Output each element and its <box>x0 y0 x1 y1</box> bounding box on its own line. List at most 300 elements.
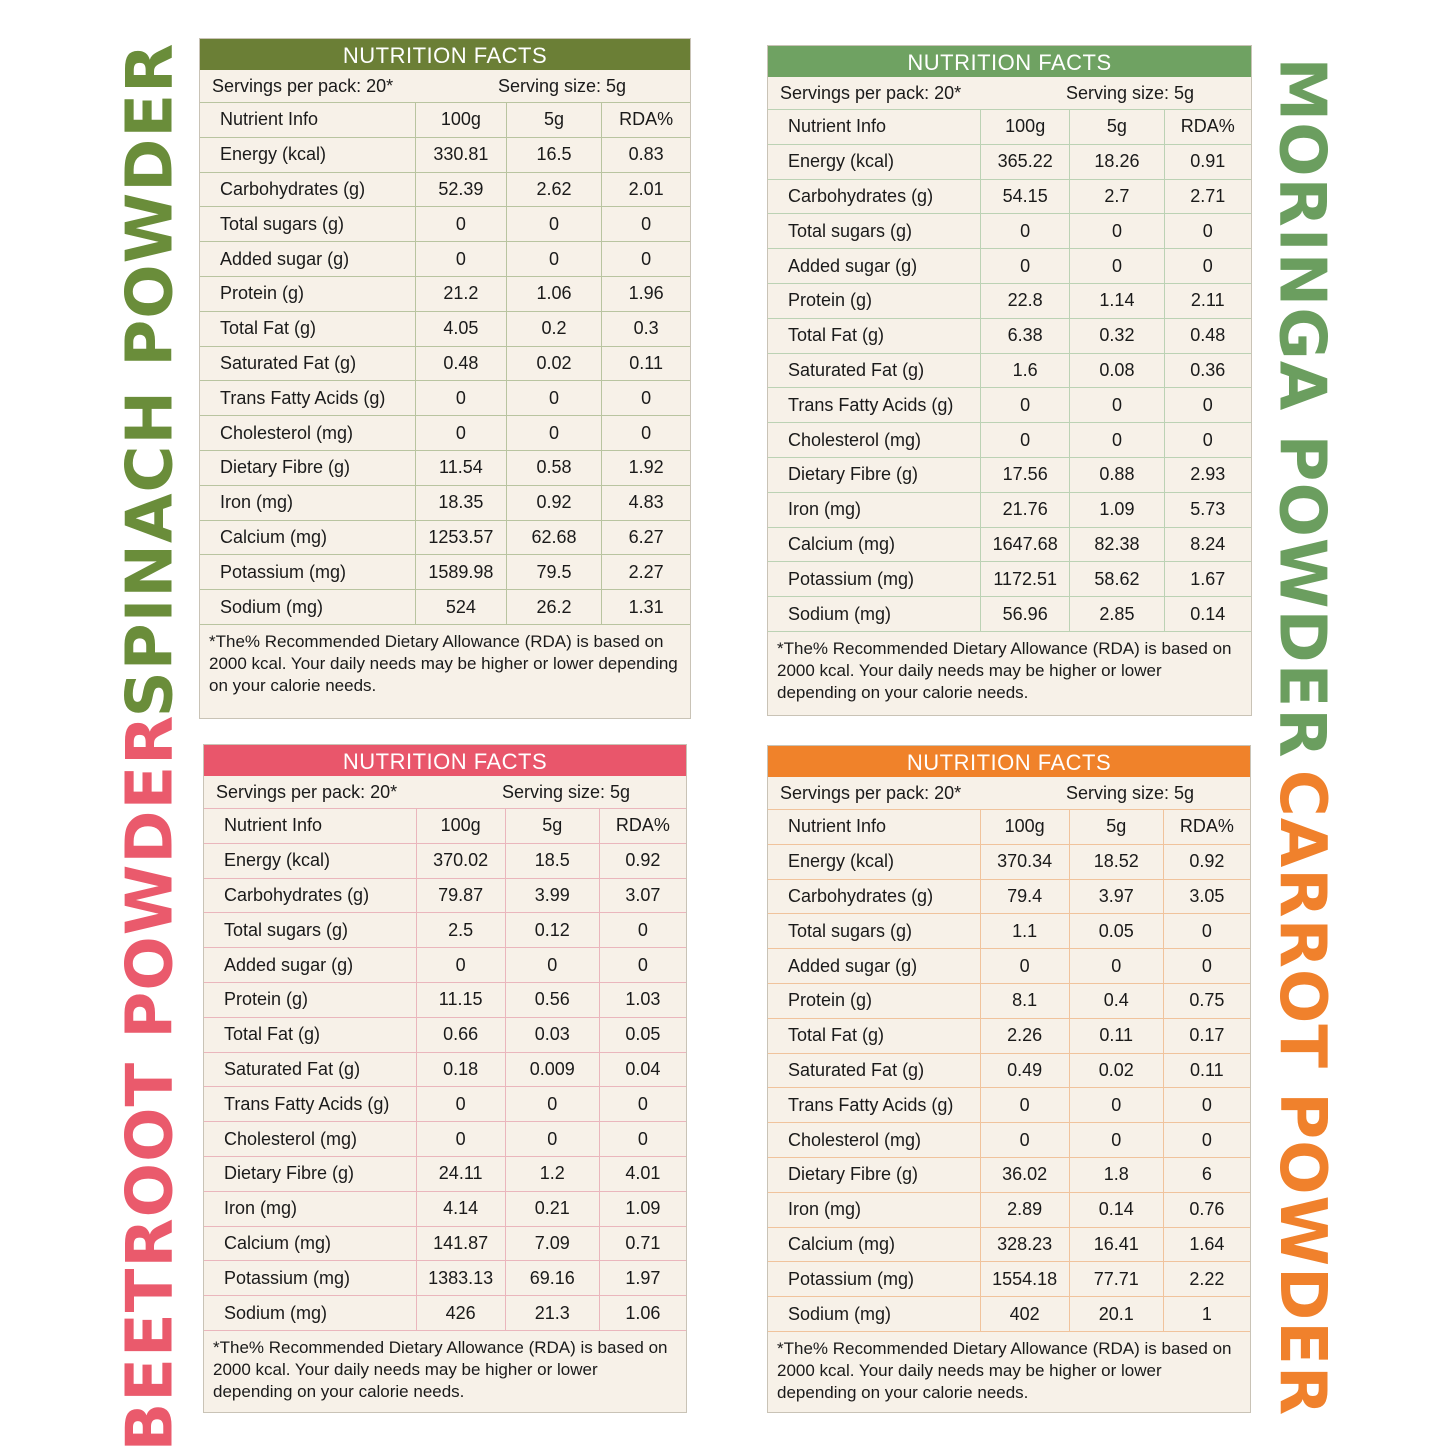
nutrient-value: 0 <box>980 1123 1069 1158</box>
nutrient-value: 1589.98 <box>416 555 507 590</box>
nutrient-name: Dietary Fibre (g) <box>768 1157 980 1192</box>
nutrient-value: 0.91 <box>1164 144 1251 179</box>
nutrient-value: 3.07 <box>599 878 686 913</box>
table-row <box>768 1053 1250 1088</box>
spinach-nutrition-panel <box>199 38 691 719</box>
nutrient-name: Iron (mg) <box>768 1192 980 1227</box>
nutrient-value: 2.27 <box>602 555 690 590</box>
column-header: 5g <box>1070 110 1164 144</box>
nutrient-value: 0 <box>981 214 1070 249</box>
nutrient-value: 0.76 <box>1163 1192 1250 1227</box>
nutrient-value: 4.83 <box>602 485 690 520</box>
nutrient-name: Calcium (mg) <box>768 527 981 562</box>
table-row <box>204 1017 686 1052</box>
nutrient-value: 1.03 <box>599 982 686 1017</box>
column-header: RDA% <box>602 103 690 137</box>
nutrient-value: 0 <box>506 381 602 416</box>
nutrient-value: 0 <box>1069 1088 1163 1123</box>
nutrient-name: Total Fat (g) <box>200 311 416 346</box>
nutrient-name: Iron (mg) <box>200 485 416 520</box>
table-row <box>768 249 1251 284</box>
nutrient-value: 0 <box>416 1087 505 1122</box>
table-row <box>204 1156 686 1191</box>
table-row <box>768 1123 1250 1158</box>
nutrient-value: 79.4 <box>980 879 1069 914</box>
table-row <box>200 172 690 207</box>
table-row <box>768 283 1251 318</box>
nutrient-value: 52.39 <box>416 172 507 207</box>
nutrient-value: 0.58 <box>506 450 602 485</box>
table-row <box>768 1088 1250 1123</box>
nutrient-value: 0 <box>1163 949 1250 984</box>
nutrient-value: 1.09 <box>1070 492 1164 527</box>
nutrient-name: Dietary Fibre (g) <box>204 1156 416 1191</box>
rda-footnote: *The% Recommended Dietary Allowance (RDA) is based on 2000 kcal. Your daily needs may be higher or lower depending on your calorie needs. <box>777 638 1232 702</box>
nutrient-value: 0 <box>599 913 686 948</box>
beetroot-nutrition-panel <box>203 744 687 1413</box>
nutrition-table <box>768 810 1250 1332</box>
nutrient-value: 0.11 <box>1069 1018 1163 1053</box>
nutrient-value: 6.38 <box>981 318 1070 353</box>
nutrient-value: 1253.57 <box>416 520 507 555</box>
carrot-nutrition-panel <box>767 745 1251 1413</box>
nutrient-value: 141.87 <box>416 1226 505 1261</box>
table-row <box>768 492 1251 527</box>
nutrient-value: 20.1 <box>1069 1297 1163 1332</box>
table-row <box>200 276 690 311</box>
nutrient-value: 0 <box>416 416 507 451</box>
table-row <box>768 1192 1250 1227</box>
nutrient-value: 0 <box>981 423 1070 458</box>
nutrient-value: 1 <box>1163 1297 1250 1332</box>
nutrient-name: Added sugar (g) <box>204 948 416 983</box>
nutrient-value: 0.05 <box>1069 914 1163 949</box>
table-row <box>768 423 1251 458</box>
nutrient-name: Carbohydrates (g) <box>768 879 980 914</box>
rda-footnote: *The% Recommended Dietary Allowance (RDA) is based on 2000 kcal. Your daily needs may be higher or lower depending on your calorie needs. <box>777 1338 1232 1402</box>
nutrient-value: 402 <box>980 1297 1069 1332</box>
spinach-product-title: SPINACH POWDER <box>113 42 187 718</box>
nutrient-name: Sodium (mg) <box>204 1296 416 1331</box>
nutrient-value: 0.48 <box>416 346 507 381</box>
nutrient-name: Added sugar (g) <box>200 242 416 277</box>
nutrient-name: Total sugars (g) <box>200 207 416 242</box>
table-row <box>200 450 690 485</box>
nutrient-name: Energy (kcal) <box>768 844 980 879</box>
nutrient-value: 0.83 <box>602 137 690 172</box>
nutrient-value: 365.22 <box>981 144 1070 179</box>
nutrient-value: 0 <box>416 948 505 983</box>
nutrient-value: 0 <box>1163 1123 1250 1158</box>
nutrient-value: 370.34 <box>980 844 1069 879</box>
nutrient-name: Total sugars (g) <box>204 913 416 948</box>
table-row <box>200 346 690 381</box>
panel-header: NUTRITION FACTS <box>768 746 1250 777</box>
nutrient-value: 0 <box>506 242 602 277</box>
nutrient-name: Calcium (mg) <box>200 520 416 555</box>
table-row <box>768 914 1250 949</box>
nutrient-value: 6 <box>1163 1157 1250 1192</box>
table-row <box>200 555 690 590</box>
carrot-product-title: CARROT POWDER <box>1265 769 1339 1416</box>
nutrient-value: 2.11 <box>1164 283 1251 318</box>
nutrient-value: 3.05 <box>1163 879 1250 914</box>
nutrient-value: 2.22 <box>1163 1262 1250 1297</box>
nutrient-value: 1554.18 <box>980 1262 1069 1297</box>
nutrient-value: 77.71 <box>1069 1262 1163 1297</box>
rda-footnote: *The% Recommended Dietary Allowance (RDA) is based on 2000 kcal. Your daily needs may be higher or lower depending on your calorie needs. <box>209 631 678 695</box>
nutrient-value: 16.41 <box>1069 1227 1163 1262</box>
table-row <box>768 983 1250 1018</box>
column-header: 100g <box>416 809 505 843</box>
table-row <box>204 878 686 913</box>
nutrient-value: 0 <box>981 249 1070 284</box>
nutrient-value: 0.03 <box>505 1017 599 1052</box>
nutrient-value: 1.6 <box>981 353 1070 388</box>
nutrient-value: 0.75 <box>1163 983 1250 1018</box>
nutrient-value: 11.15 <box>416 982 505 1017</box>
table-header-row <box>768 110 1251 144</box>
nutrient-value: 2.7 <box>1070 179 1164 214</box>
nutrient-name: Dietary Fibre (g) <box>768 457 981 492</box>
column-header: RDA% <box>599 809 686 843</box>
nutrient-name: Protein (g) <box>768 983 980 1018</box>
nutrient-value: 79.87 <box>416 878 505 913</box>
nutrient-name: Added sugar (g) <box>768 249 981 284</box>
nutrient-name: Protein (g) <box>768 283 981 318</box>
nutrient-value: 56.96 <box>981 597 1070 632</box>
nutrient-name: Carbohydrates (g) <box>200 172 416 207</box>
nutrient-value: 18.26 <box>1070 144 1164 179</box>
table-row <box>204 1296 686 1331</box>
nutrient-value: 1.1 <box>980 914 1069 949</box>
nutrient-value: 1.31 <box>602 590 690 625</box>
nutrient-value: 1647.68 <box>981 527 1070 562</box>
nutrient-name: Calcium (mg) <box>204 1226 416 1261</box>
nutrient-name: Iron (mg) <box>204 1191 416 1226</box>
nutrient-value: 0 <box>1164 249 1251 284</box>
nutrient-name: Trans Fatty Acids (g) <box>768 388 981 423</box>
nutrient-value: 1.96 <box>602 276 690 311</box>
nutrient-name: Carbohydrates (g) <box>204 878 416 913</box>
nutrient-value: 0 <box>1070 388 1164 423</box>
table-row <box>768 597 1251 632</box>
nutrient-value: 0.11 <box>1163 1053 1250 1088</box>
nutrient-name: Energy (kcal) <box>768 144 981 179</box>
nutrient-value: 1383.13 <box>416 1261 505 1296</box>
nutrient-value: 0 <box>416 1122 505 1157</box>
nutrient-value: 0.05 <box>599 1017 686 1052</box>
nutrient-value: 0 <box>506 416 602 451</box>
nutrient-value: 0.17 <box>1163 1018 1250 1053</box>
nutrient-name: Total sugars (g) <box>768 214 981 249</box>
nutrient-value: 18.35 <box>416 485 507 520</box>
table-row <box>768 144 1251 179</box>
nutrient-value: 24.11 <box>416 1156 505 1191</box>
nutrient-value: 0 <box>602 381 690 416</box>
servings-per-pack: Servings per pack: 20* <box>212 75 394 96</box>
nutrient-value: 2.26 <box>980 1018 1069 1053</box>
nutrient-value: 11.54 <box>416 450 507 485</box>
column-header: Nutrient Info <box>200 103 416 137</box>
servings-row <box>768 77 1251 110</box>
nutrient-value: 54.15 <box>981 179 1070 214</box>
nutrient-name: Sodium (mg) <box>200 590 416 625</box>
nutrient-name: Carbohydrates (g) <box>768 179 981 214</box>
table-row <box>204 913 686 948</box>
nutrient-value: 1.64 <box>1163 1227 1250 1262</box>
column-header: 100g <box>416 103 507 137</box>
nutrient-value: 1.92 <box>602 450 690 485</box>
nutrient-value: 0.009 <box>505 1052 599 1087</box>
table-row <box>204 843 686 878</box>
servings-row <box>200 70 690 103</box>
table-row <box>768 318 1251 353</box>
nutrient-value: 0.11 <box>602 346 690 381</box>
table-row <box>768 949 1250 984</box>
nutrient-value: 0.3 <box>602 311 690 346</box>
nutrient-value: 0.92 <box>1163 844 1250 879</box>
panel-header: NUTRITION FACTS <box>768 46 1251 77</box>
nutrient-value: 1.97 <box>599 1261 686 1296</box>
nutrient-value: 0.14 <box>1069 1192 1163 1227</box>
nutrient-value: 62.68 <box>506 520 602 555</box>
nutrient-value: 0 <box>416 242 507 277</box>
nutrient-value: 0 <box>599 1122 686 1157</box>
nutrient-name: Added sugar (g) <box>768 949 980 984</box>
nutrient-name: Total Fat (g) <box>204 1017 416 1052</box>
nutrient-value: 0.08 <box>1070 353 1164 388</box>
nutrition-table <box>200 103 690 625</box>
nutrient-value: 17.56 <box>981 457 1070 492</box>
table-row <box>204 1052 686 1087</box>
table-row <box>768 562 1251 597</box>
column-header: 5g <box>506 103 602 137</box>
nutrient-value: 0.04 <box>599 1052 686 1087</box>
nutrient-value: 0 <box>1070 423 1164 458</box>
table-row <box>204 1122 686 1157</box>
column-header: RDA% <box>1164 110 1251 144</box>
nutrient-value: 2.89 <box>980 1192 1069 1227</box>
nutrient-value: 21.2 <box>416 276 507 311</box>
nutrition-table <box>204 809 686 1331</box>
nutrient-value: 0.92 <box>506 485 602 520</box>
nutrient-value: 3.99 <box>505 878 599 913</box>
nutrient-value: 1.2 <box>505 1156 599 1191</box>
nutrient-value: 524 <box>416 590 507 625</box>
nutrient-value: 1172.51 <box>981 562 1070 597</box>
nutrient-name: Dietary Fibre (g) <box>200 450 416 485</box>
beetroot-side-label <box>110 714 190 1451</box>
nutrient-value: 2.93 <box>1164 457 1251 492</box>
nutrient-value: 1.06 <box>599 1296 686 1331</box>
table-row <box>200 485 690 520</box>
nutrient-value: 0 <box>1069 949 1163 984</box>
table-row <box>768 1297 1250 1332</box>
nutrient-value: 0.12 <box>505 913 599 948</box>
nutrient-value: 1.67 <box>1164 562 1251 597</box>
column-header: 100g <box>980 810 1069 844</box>
table-row <box>768 214 1251 249</box>
table-header-row <box>200 103 690 137</box>
nutrient-value: 0 <box>980 949 1069 984</box>
nutrient-name: Trans Fatty Acids (g) <box>200 381 416 416</box>
nutrient-value: 1.06 <box>506 276 602 311</box>
carrot-side-label <box>1262 769 1342 1416</box>
table-header-row <box>768 810 1250 844</box>
nutrient-name: Potassium (mg) <box>200 555 416 590</box>
servings-per-pack: Servings per pack: 20* <box>216 781 398 802</box>
table-row <box>204 982 686 1017</box>
nutrient-name: Protein (g) <box>200 276 416 311</box>
nutrient-value: 18.5 <box>505 843 599 878</box>
table-row <box>204 1087 686 1122</box>
nutrient-value: 0.56 <box>505 982 599 1017</box>
nutrient-name: Calcium (mg) <box>768 1227 980 1262</box>
nutrient-value: 0 <box>980 1088 1069 1123</box>
nutrient-value: 0 <box>1164 388 1251 423</box>
nutrient-value: 0 <box>505 948 599 983</box>
nutrient-value: 0.18 <box>416 1052 505 1087</box>
nutrient-value: 21.3 <box>505 1296 599 1331</box>
nutrient-value: 0.66 <box>416 1017 505 1052</box>
nutrient-name: Trans Fatty Acids (g) <box>204 1087 416 1122</box>
nutrient-name: Trans Fatty Acids (g) <box>768 1088 980 1123</box>
table-row <box>768 844 1250 879</box>
nutrient-name: Total Fat (g) <box>768 318 981 353</box>
nutrient-name: Potassium (mg) <box>768 562 981 597</box>
nutrient-value: 1.09 <box>599 1191 686 1226</box>
nutrient-name: Saturated Fat (g) <box>200 346 416 381</box>
column-header: Nutrient Info <box>768 810 980 844</box>
nutrient-name: Saturated Fat (g) <box>204 1052 416 1087</box>
nutrient-value: 0 <box>1164 423 1251 458</box>
nutrient-name: Cholesterol (mg) <box>768 1123 980 1158</box>
nutrient-name: Cholesterol (mg) <box>200 416 416 451</box>
nutrient-value: 4.01 <box>599 1156 686 1191</box>
moringa-product-title: MORINGA POWDER <box>1265 56 1339 759</box>
nutrient-value: 0.14 <box>1164 597 1251 632</box>
nutrient-value: 21.76 <box>981 492 1070 527</box>
table-row <box>204 1191 686 1226</box>
nutrient-value: 0 <box>1164 214 1251 249</box>
table-row <box>200 590 690 625</box>
moringa-side-label <box>1262 56 1342 759</box>
nutrient-value: 2.85 <box>1070 597 1164 632</box>
nutrient-value: 2.5 <box>416 913 505 948</box>
column-header: 5g <box>1069 810 1163 844</box>
nutrient-value: 0 <box>602 242 690 277</box>
nutrient-value: 0.36 <box>1164 353 1251 388</box>
nutrient-value: 79.5 <box>506 555 602 590</box>
nutrient-name: Potassium (mg) <box>768 1262 980 1297</box>
serving-size: Serving size: 5g <box>502 781 631 802</box>
nutrient-value: 4.05 <box>416 311 507 346</box>
nutrient-value: 7.09 <box>505 1226 599 1261</box>
rda-footnote: *The% Recommended Dietary Allowance (RDA) is based on 2000 kcal. Your daily needs may be higher or lower depending on your calorie needs. <box>213 1337 668 1401</box>
nutrient-value: 69.16 <box>505 1261 599 1296</box>
nutrient-value: 0 <box>599 948 686 983</box>
nutrient-value: 0 <box>602 416 690 451</box>
nutrient-value: 370.02 <box>416 843 505 878</box>
nutrient-value: 0 <box>1163 1088 1250 1123</box>
nutrient-value: 0.71 <box>599 1226 686 1261</box>
table-row <box>200 137 690 172</box>
column-header: 100g <box>981 110 1070 144</box>
nutrient-value: 328.23 <box>980 1227 1069 1262</box>
spinach-side-label <box>110 42 190 718</box>
table-row <box>204 1226 686 1261</box>
beetroot-product-title: BEETROOT POWDER <box>113 714 187 1451</box>
table-row <box>200 381 690 416</box>
nutrition-table <box>768 110 1251 632</box>
nutrient-value: 0.2 <box>506 311 602 346</box>
column-header: RDA% <box>1163 810 1250 844</box>
table-row <box>768 457 1251 492</box>
nutrient-value: 58.62 <box>1070 562 1164 597</box>
nutrient-value: 0.02 <box>506 346 602 381</box>
nutrient-value: 5.73 <box>1164 492 1251 527</box>
nutrient-name: Cholesterol (mg) <box>204 1122 416 1157</box>
table-row <box>768 527 1251 562</box>
nutrient-value: 22.8 <box>981 283 1070 318</box>
serving-size: Serving size: 5g <box>1066 782 1195 803</box>
nutrient-value: 0.21 <box>505 1191 599 1226</box>
table-row <box>204 948 686 983</box>
table-row <box>200 242 690 277</box>
nutrient-value: 8.1 <box>980 983 1069 1018</box>
nutrient-value: 18.52 <box>1069 844 1163 879</box>
nutrient-value: 0 <box>599 1087 686 1122</box>
table-row <box>768 1018 1250 1053</box>
nutrient-value: 0.4 <box>1069 983 1163 1018</box>
table-row <box>768 1262 1250 1297</box>
nutrient-name: Energy (kcal) <box>200 137 416 172</box>
nutrient-name: Iron (mg) <box>768 492 981 527</box>
nutrient-value: 426 <box>416 1296 505 1331</box>
table-row <box>204 1261 686 1296</box>
servings-row <box>768 777 1250 810</box>
nutrient-name: Sodium (mg) <box>768 597 981 632</box>
nutrient-value: 1.14 <box>1070 283 1164 318</box>
nutrient-value: 0 <box>1163 914 1250 949</box>
nutrient-name: Saturated Fat (g) <box>768 1053 980 1088</box>
table-row <box>768 353 1251 388</box>
column-header: Nutrient Info <box>768 110 981 144</box>
nutrient-value: 0 <box>506 207 602 242</box>
serving-size: Serving size: 5g <box>498 75 627 96</box>
nutrient-value: 0.48 <box>1164 318 1251 353</box>
table-row <box>768 879 1250 914</box>
nutrient-name: Saturated Fat (g) <box>768 353 981 388</box>
nutrient-name: Sodium (mg) <box>768 1297 980 1332</box>
panel-header: NUTRITION FACTS <box>204 745 686 776</box>
nutrient-value: 0 <box>505 1087 599 1122</box>
nutrient-value: 2.01 <box>602 172 690 207</box>
nutrient-value: 4.14 <box>416 1191 505 1226</box>
table-row <box>768 388 1251 423</box>
table-row <box>200 520 690 555</box>
nutrient-value: 0 <box>1070 249 1164 284</box>
nutrient-value: 8.24 <box>1164 527 1251 562</box>
table-row <box>200 311 690 346</box>
nutrient-value: 1.8 <box>1069 1157 1163 1192</box>
column-header: Nutrient Info <box>204 809 416 843</box>
nutrient-name: Total Fat (g) <box>768 1018 980 1053</box>
nutrient-value: 0.32 <box>1070 318 1164 353</box>
servings-per-pack: Servings per pack: 20* <box>780 782 962 803</box>
nutrient-value: 2.71 <box>1164 179 1251 214</box>
